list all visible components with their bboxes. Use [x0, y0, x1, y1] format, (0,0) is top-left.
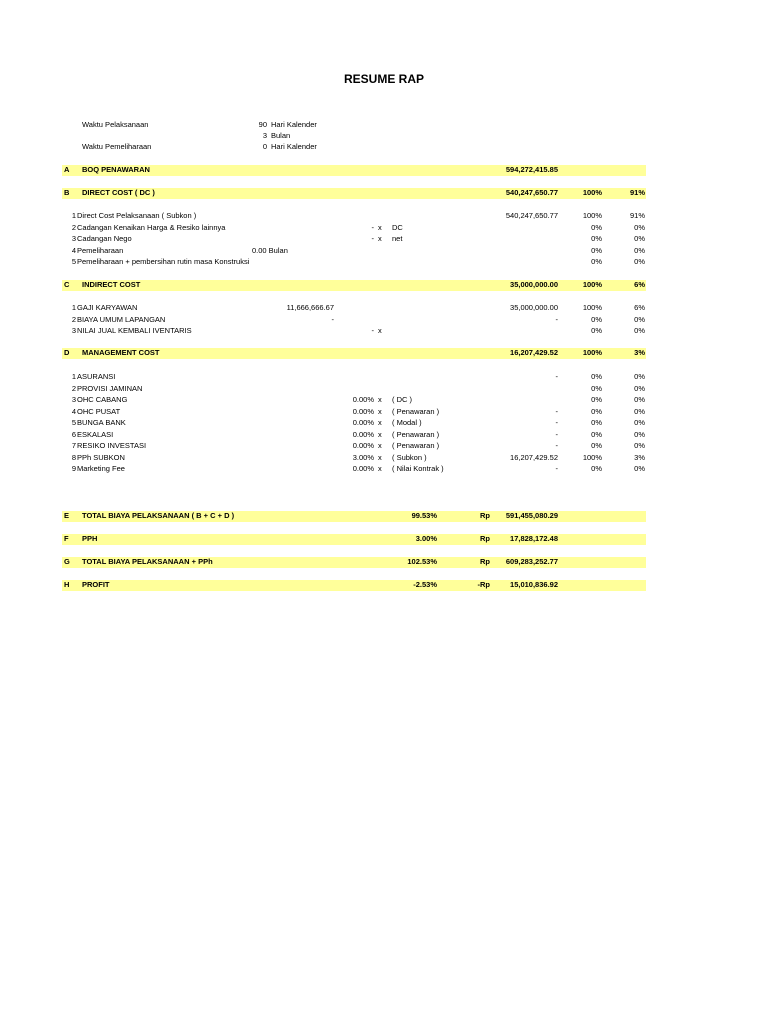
item-number: 8 [71, 453, 76, 462]
section-title: BOQ PENAWARAN [82, 165, 150, 174]
item-number: 1 [71, 303, 76, 312]
item-pct-share: 0% [591, 246, 602, 255]
item-pct-total: 0% [634, 315, 645, 324]
item-amount: 16,207,429.52 [510, 453, 558, 462]
item-rate: 0.00% [352, 418, 374, 427]
section-letter: C [64, 280, 70, 289]
item-number: 5 [71, 257, 76, 266]
item-rate: 0.00% [352, 430, 374, 439]
item-amount: 35,000,000.00 [510, 303, 558, 312]
item-extra: - [331, 315, 334, 324]
section-amount: 594,272,415.85 [505, 165, 558, 174]
item-number: 3 [71, 326, 76, 335]
total-pct: 3.00% [415, 534, 437, 543]
item-operator: x [378, 407, 382, 416]
item-pct-total: 0% [634, 430, 645, 439]
item-extra: 11,666,666.67 [286, 303, 334, 312]
section-amount: 16,207,429.52 [510, 348, 558, 357]
section-amount: 35,000,000.00 [510, 280, 558, 289]
info-label: Waktu Pelaksanaan [82, 120, 149, 129]
item-amount: - [555, 464, 558, 473]
item-pct-share: 0% [591, 430, 602, 439]
section-title: INDIRECT COST [82, 280, 141, 289]
item-number: 2 [71, 223, 76, 232]
item-label: OHC CABANG [77, 395, 128, 404]
item-pct-total: 0% [634, 395, 645, 404]
total-currency: Rp [480, 511, 490, 520]
section-amount: 540,247,650.77 [505, 188, 558, 197]
item-label: Pemeliharaan [77, 246, 124, 255]
item-amount: - [555, 441, 558, 450]
item-label: Cadangan Nego [77, 234, 132, 243]
item-basis: ( Penawaran ) [392, 407, 440, 416]
section-letter: A [64, 165, 70, 174]
section-letter: B [64, 188, 70, 197]
item-pct-share: 100% [582, 303, 602, 312]
item-number: 1 [71, 211, 76, 220]
item-rate: 0.00% [352, 464, 374, 473]
item-number: 6 [71, 430, 76, 439]
item-rate: - [371, 223, 374, 232]
item-basis: ( Penawaran ) [392, 441, 440, 450]
item-label: Cadangan Kenaikan Harga & Resiko lainnya [77, 223, 226, 232]
item-pct-share: 0% [591, 418, 602, 427]
total-pct: 102.53% [407, 557, 437, 566]
item-basis: ( Modal ) [392, 418, 422, 427]
item-label: BUNGA BANK [77, 418, 126, 427]
total-letter: F [64, 534, 69, 543]
total-title: TOTAL BIAYA PELAKSANAAN ( B + C + D ) [82, 511, 235, 520]
item-number: 5 [71, 418, 76, 427]
item-operator: x [378, 326, 382, 335]
info-value: 3 [262, 131, 267, 140]
item-pct-total: 6% [634, 303, 645, 312]
item-pct-total: 0% [634, 441, 645, 450]
item-pct-share: 0% [591, 372, 602, 381]
item-operator: x [378, 430, 382, 439]
section-title: DIRECT COST ( DC ) [82, 188, 155, 197]
item-label: BIAYA UMUM LAPANGAN [77, 315, 166, 324]
section-title: MANAGEMENT COST [82, 348, 160, 357]
info-label: Waktu Pemeliharaan [82, 142, 152, 151]
item-basis: net [392, 234, 403, 243]
item-pct-share: 0% [591, 464, 602, 473]
item-number: 4 [71, 246, 76, 255]
info-value: 0 [262, 142, 267, 151]
total-currency: Rp [480, 557, 490, 566]
item-extra: 0.00 Bulan [252, 246, 288, 255]
item-pct-total: 0% [634, 407, 645, 416]
item-pct-total: 0% [634, 464, 645, 473]
item-operator: x [378, 453, 382, 462]
item-pct-total: 0% [634, 326, 645, 335]
item-pct-total: 0% [634, 223, 645, 232]
info-value: 90 [258, 120, 267, 129]
item-rate: - [371, 234, 374, 243]
item-number: 4 [71, 407, 76, 416]
total-pct: -2.53% [413, 580, 437, 589]
section-band [62, 280, 646, 291]
total-letter: H [64, 580, 70, 589]
item-pct-share: 100% [582, 211, 602, 220]
section-pct-total: 3% [634, 348, 645, 357]
item-pct-total: 0% [634, 246, 645, 255]
item-pct-total: 0% [634, 418, 645, 427]
item-operator: x [378, 464, 382, 473]
total-pct: 99.53% [411, 511, 437, 520]
item-label: PPh SUBKON [77, 453, 125, 462]
total-currency: -Rp [477, 580, 490, 589]
item-operator: x [378, 395, 382, 404]
item-pct-share: 0% [591, 407, 602, 416]
item-number: 7 [71, 441, 76, 450]
total-title: PPH [82, 534, 98, 543]
section-pct-total: 6% [634, 280, 645, 289]
item-label: Direct Cost Pelaksanaan ( Subkon ) [77, 211, 197, 220]
item-operator: x [378, 234, 382, 243]
section-pct-total: 91% [629, 188, 645, 197]
item-number: 2 [71, 315, 76, 324]
item-label: PROVISI JAMINAN [77, 384, 143, 393]
item-rate: 0.00% [352, 407, 374, 416]
item-number: 3 [71, 234, 76, 243]
item-amount: - [555, 430, 558, 439]
item-pct-total: 0% [634, 257, 645, 266]
item-basis: ( DC ) [392, 395, 412, 404]
item-basis: ( Nilai Kontrak ) [392, 464, 444, 473]
info-unit: Hari Kalender [271, 142, 317, 151]
total-title: PROFIT [82, 580, 110, 589]
item-pct-share: 0% [591, 326, 602, 335]
item-label: Pemeliharaan + pembersihan rutin masa Konstruksi [77, 257, 250, 266]
item-rate: 0.00% [352, 441, 374, 450]
total-amount: 591,455,080.29 [505, 511, 558, 520]
item-label: NILAI JUAL KEMBALI IVENTARIS [77, 326, 192, 335]
item-label: ESKALASI [77, 430, 114, 439]
section-pct-share: 100% [582, 280, 602, 289]
item-pct-share: 100% [582, 453, 602, 462]
total-band [62, 534, 646, 545]
page-title: RESUME RAP [343, 72, 424, 86]
item-pct-total: 3% [634, 453, 645, 462]
item-pct-share: 0% [591, 384, 602, 393]
section-pct-share: 100% [582, 188, 602, 197]
item-rate: - [371, 326, 374, 335]
item-amount: - [555, 418, 558, 427]
item-pct-share: 0% [591, 315, 602, 324]
section-letter: D [64, 348, 70, 357]
total-letter: G [64, 557, 70, 566]
item-label: RESIKO INVESTASI [77, 441, 147, 450]
total-currency: Rp [480, 534, 490, 543]
item-label: GAJI KARYAWAN [77, 303, 138, 312]
item-pct-share: 0% [591, 395, 602, 404]
item-operator: x [378, 418, 382, 427]
item-label: ASURANSI [77, 372, 116, 381]
item-pct-share: 0% [591, 223, 602, 232]
item-number: 2 [71, 384, 76, 393]
item-operator: x [378, 223, 382, 232]
total-band [62, 580, 646, 591]
item-pct-total: 0% [634, 384, 645, 393]
total-amount: 15,010,836.92 [510, 580, 558, 589]
item-basis: DC [392, 223, 403, 232]
item-pct-share: 0% [591, 257, 602, 266]
total-letter: E [64, 511, 70, 520]
item-pct-share: 0% [591, 441, 602, 450]
item-rate: 3.00% [352, 453, 374, 462]
item-rate: 0.00% [352, 395, 374, 404]
info-unit: Hari Kalender [271, 120, 317, 129]
item-pct-total: 91% [629, 211, 645, 220]
total-title: TOTAL BIAYA PELAKSANAAN + PPh [82, 557, 213, 566]
item-operator: x [378, 441, 382, 450]
item-number: 1 [71, 372, 76, 381]
item-basis: ( Penawaran ) [392, 430, 440, 439]
item-number: 3 [71, 395, 76, 404]
section-pct-share: 100% [582, 348, 602, 357]
item-pct-total: 0% [634, 234, 645, 243]
item-amount: 540,247,650.77 [505, 211, 558, 220]
total-amount: 17,828,172.48 [510, 534, 558, 543]
item-amount: - [555, 407, 558, 416]
item-pct-share: 0% [591, 234, 602, 243]
item-label: Marketing Fee [77, 464, 125, 473]
item-label: OHC PUSAT [77, 407, 121, 416]
item-amount: - [555, 372, 558, 381]
item-number: 9 [71, 464, 76, 473]
item-pct-total: 0% [634, 372, 645, 381]
total-amount: 609,283,252.77 [505, 557, 558, 566]
info-unit: Bulan [271, 131, 291, 140]
item-basis: ( Subkon ) [392, 453, 427, 462]
item-amount: - [555, 315, 558, 324]
